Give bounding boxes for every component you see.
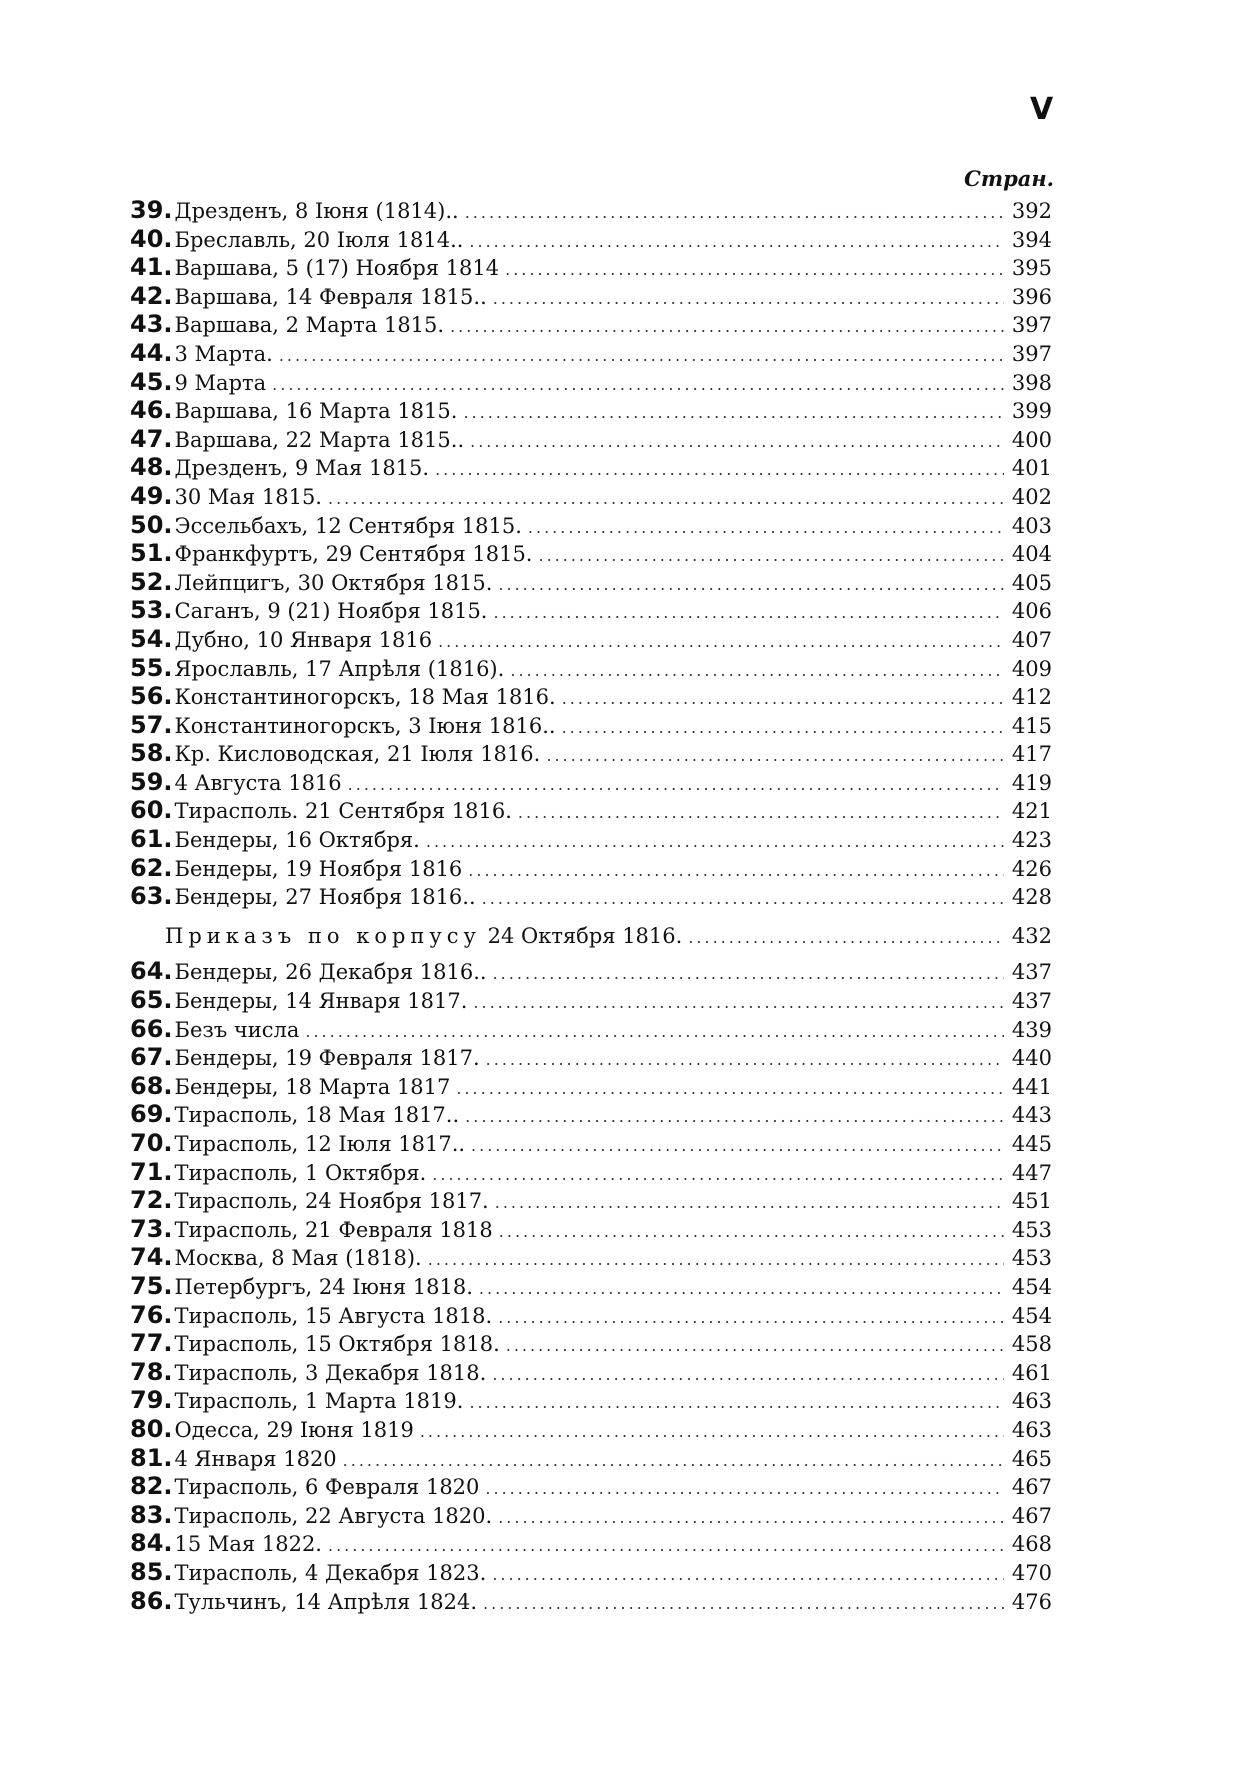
toc-entry-number: 68. — [130, 1071, 173, 1100]
toc-entry — [130, 1043, 1052, 1072]
dot-leader — [486, 1046, 1004, 1075]
toc-entry — [130, 282, 1052, 311]
dot-leader — [469, 1389, 1004, 1418]
toc-entry-title: Варшава, 2 Марта 1815. — [174, 313, 445, 338]
toc-entry-title: Бреславль, 20 Іюля 1814.. — [174, 227, 464, 252]
toc-entry-number: 58. — [130, 739, 173, 768]
dot-leader — [495, 1189, 1004, 1218]
toc-entry — [130, 1215, 1052, 1244]
toc-entry-number: 82. — [130, 1472, 173, 1501]
dot-leader — [470, 428, 1004, 457]
toc-entry — [130, 625, 1052, 654]
dot-leader — [510, 657, 1004, 686]
toc-entry-number: 71. — [130, 1157, 173, 1186]
toc-entry-page: 417 — [1011, 742, 1052, 767]
toc-entry — [130, 1158, 1052, 1187]
toc-entry-number: 61. — [130, 825, 173, 854]
toc-entry-page: 396 — [1011, 284, 1052, 309]
dot-leader — [688, 924, 1004, 953]
dot-leader — [468, 857, 1004, 886]
toc-entry — [130, 568, 1052, 597]
dot-leader — [492, 1561, 1004, 1590]
toc-entry-page: 403 — [1011, 513, 1052, 538]
dot-leader — [546, 742, 1004, 771]
toc-entry-title: Ярославль, 17 Апрѣля (1816). — [174, 656, 505, 681]
dot-leader — [465, 1103, 1004, 1132]
dot-leader — [498, 1304, 1004, 1333]
toc-entry-title: Дрезденъ, 8 Іюня (1814).. — [174, 199, 459, 223]
toc-entry-title: Бендеры, 27 Ноября 1816.. — [174, 885, 476, 910]
toc-entry-number: 80. — [130, 1414, 173, 1443]
toc-entry-number: 56. — [130, 682, 173, 711]
dot-leader — [494, 599, 1005, 628]
dot-leader — [479, 1275, 1004, 1304]
toc-entry — [130, 1444, 1052, 1473]
toc-entry-number: 72. — [130, 1186, 173, 1215]
toc-entry — [130, 482, 1052, 511]
toc-entry-title: Тирасполь, 3 Декабря 1818. — [174, 1360, 487, 1385]
toc-entry-page: 441 — [1011, 1074, 1052, 1099]
toc-entry — [130, 1129, 1052, 1158]
toc-entry-number: 42. — [130, 281, 173, 310]
toc-entry — [130, 711, 1052, 740]
toc-entry-page: 440 — [1011, 1046, 1052, 1071]
toc-entry-number: 63. — [130, 882, 173, 911]
toc-entry — [130, 1015, 1052, 1044]
dot-leader — [328, 485, 1004, 514]
toc-entry-page: 426 — [1011, 856, 1052, 881]
toc-entry-page: 467 — [1011, 1475, 1052, 1500]
toc-entry-page: 439 — [1011, 1017, 1052, 1042]
toc-entry-number: 79. — [130, 1386, 173, 1415]
toc-entry-title: Тирасполь, 15 Октября 1818. — [174, 1332, 500, 1357]
toc-entry-title: Бендеры, 18 Марта 1817 — [174, 1074, 451, 1099]
toc-entry — [130, 957, 1052, 986]
toc-entry-title: Варшава, 14 Февраля 1815.. — [174, 284, 487, 309]
toc-entry-number: 50. — [130, 510, 173, 539]
toc-entry-number: 59. — [130, 767, 173, 796]
dot-leader — [450, 313, 1004, 342]
toc-entry-title: Тирасполь, 22 Августа 1820. — [174, 1503, 493, 1528]
dot-leader — [426, 828, 1004, 857]
toc-entry-page: 437 — [1011, 989, 1052, 1014]
toc-entry-title: 4 Августа 1816 — [174, 770, 342, 795]
toc-entry-page: 404 — [1011, 542, 1052, 567]
toc-entry-title: Тирасполь, 18 Мая 1817.. — [174, 1103, 460, 1128]
toc-entry-page: 397 — [1011, 341, 1052, 366]
dot-leader — [483, 1590, 1004, 1619]
dot-leader — [498, 1504, 1004, 1533]
toc-entry-title: Тирасполь, 24 Ноября 1817. — [174, 1189, 489, 1214]
toc-entry — [130, 1243, 1052, 1272]
toc-entry — [130, 539, 1052, 568]
toc-entry-page: 454 — [1011, 1303, 1052, 1328]
page-column-label: Стран. — [964, 166, 1054, 191]
toc-entry-title: Тирасполь, 4 Декабря 1823. — [174, 1560, 487, 1585]
toc-entry-page: 419 — [1011, 770, 1052, 795]
toc-entry-title: Тирасполь, 6 Февраля 1820 — [174, 1475, 480, 1500]
toc-entry-page: 453 — [1011, 1246, 1052, 1271]
dot-leader — [420, 1418, 1004, 1447]
toc-entry-page: 453 — [1011, 1217, 1052, 1242]
toc-entry-page: 421 — [1011, 799, 1052, 824]
toc-entry-title: Константиногорскъ, 18 Мая 1816. — [174, 685, 556, 710]
toc-entry-page: 437 — [1011, 960, 1052, 985]
dot-leader — [272, 371, 1004, 400]
toc-entry-title: Одесса, 29 Іюня 1819 — [174, 1417, 414, 1442]
dot-leader — [469, 228, 1004, 257]
toc-entry-number: 53. — [130, 596, 173, 625]
toc-entry — [130, 1072, 1052, 1101]
dot-leader — [562, 714, 1004, 743]
toc-entry — [130, 511, 1052, 540]
toc-entry-page: 397 — [1011, 313, 1052, 338]
toc-entry-number: 47. — [130, 424, 173, 453]
toc-entry — [130, 253, 1052, 282]
table-of-contents — [130, 196, 1052, 1615]
toc-entry-number: 52. — [130, 567, 173, 596]
toc-entry-page: 447 — [1011, 1160, 1052, 1185]
toc-entry — [130, 1329, 1052, 1358]
toc-entry-number: 45. — [130, 367, 173, 396]
toc-entry-number: 54. — [130, 624, 173, 653]
toc-entry-page: 412 — [1011, 685, 1052, 710]
toc-entry-page: 465 — [1011, 1446, 1052, 1471]
toc-entry-page: 406 — [1011, 599, 1052, 624]
toc-entry-page: 400 — [1011, 427, 1052, 452]
toc-entry-page: 461 — [1011, 1360, 1052, 1385]
toc-entry — [130, 739, 1052, 768]
dot-leader — [518, 799, 1004, 828]
dot-leader — [493, 960, 1004, 989]
toc-entry-title: 3 Марта. — [174, 341, 273, 366]
toc-entry-number: 85. — [130, 1557, 173, 1586]
toc-entry-number: 86. — [130, 1586, 173, 1615]
toc-entry-title: Бендеры, 19 Ноября 1816 — [174, 856, 463, 881]
toc-entry-title: Константиногорскъ, 3 Іюня 1816.. — [174, 713, 556, 738]
toc-entry — [130, 596, 1052, 625]
toc-list-after-order — [130, 957, 1052, 1615]
dot-leader — [562, 685, 1004, 714]
dot-leader — [493, 285, 1004, 314]
toc-entry — [130, 882, 1052, 911]
toc-entry-number: 39. — [130, 196, 173, 224]
toc-entry-number: 65. — [130, 986, 173, 1015]
toc-entry-page: 458 — [1011, 1332, 1052, 1357]
toc-entry-title: Приказъ по корпусу 24 Октября 1816. — [165, 923, 683, 948]
toc-entry — [130, 1472, 1052, 1501]
toc-entry-number: 46. — [130, 396, 173, 425]
toc-entry-title: Москва, 8 Мая (1818). — [174, 1246, 422, 1271]
toc-entry-number: 70. — [130, 1129, 173, 1157]
toc-entry-title: Варшава, 5 (17) Ноября 1814 — [174, 256, 500, 281]
dot-leader — [456, 1075, 1004, 1104]
toc-entry-title: Саганъ, 9 (21) Ноября 1815. — [174, 599, 488, 624]
toc-entry — [130, 825, 1052, 854]
dot-leader — [279, 342, 1004, 371]
toc-entry-title: Петербургъ, 24 Іюня 1818. — [174, 1274, 473, 1299]
dot-leader — [485, 1475, 1004, 1504]
toc-entry-number: 75. — [130, 1271, 173, 1300]
toc-order-entry — [130, 922, 1052, 951]
toc-entry-title: Бендеры, 26 Декабря 1816.. — [174, 960, 487, 985]
toc-entry — [130, 1558, 1052, 1587]
toc-entry-title: 15 Мая 1822. — [174, 1532, 322, 1557]
toc-entry-number: 76. — [130, 1300, 173, 1329]
dot-leader — [435, 456, 1004, 485]
toc-entry-page: 395 — [1011, 256, 1052, 281]
toc-entry-page: 423 — [1011, 828, 1052, 853]
toc-entry-number: 64. — [130, 957, 173, 986]
toc-entry-title: Тирасполь, 1 Марта 1819. — [174, 1389, 464, 1414]
toc-entry-page: 432 — [1011, 923, 1052, 948]
dot-leader — [473, 989, 1004, 1018]
dot-leader — [492, 1361, 1004, 1390]
toc-entry — [130, 654, 1052, 683]
toc-entry — [130, 196, 1052, 225]
toc-list-before-order — [130, 196, 1052, 911]
toc-entry — [130, 768, 1052, 797]
toc-entry-page: 454 — [1011, 1274, 1052, 1299]
toc-entry-number: 78. — [130, 1357, 173, 1386]
dot-leader — [343, 1447, 1004, 1476]
toc-entry — [130, 986, 1052, 1015]
toc-entry-page: 401 — [1011, 456, 1052, 481]
toc-entry-number: 67. — [130, 1043, 173, 1072]
toc-entry — [130, 854, 1052, 883]
toc-entry — [130, 368, 1052, 397]
toc-entry-title: Дубно, 10 Января 1816 — [174, 627, 433, 652]
toc-entry — [130, 453, 1052, 482]
toc-entry-number: 40. — [130, 224, 173, 253]
toc-entry-title: Тирасполь, 12 Іюля 1817.. — [174, 1132, 466, 1156]
toc-entry-title: Безъ числа — [174, 1017, 300, 1042]
toc-entry-page: 443 — [1011, 1103, 1052, 1128]
toc-entry-number: 77. — [130, 1329, 173, 1358]
toc-entry-number: 84. — [130, 1529, 173, 1558]
dot-leader — [506, 1332, 1004, 1361]
toc-entry-title: 4 Января 1820 — [174, 1446, 337, 1471]
toc-entry — [130, 1587, 1052, 1616]
toc-entry-page: 415 — [1011, 713, 1052, 738]
toc-entry-title: Кр. Кисловодская, 21 Іюля 1816. — [174, 742, 541, 767]
toc-entry-page: 399 — [1011, 399, 1052, 424]
toc-entry-number: 51. — [130, 539, 173, 568]
toc-entry-number: 69. — [130, 1100, 173, 1129]
toc-entry-title: Тирасполь. 21 Сентября 1816. — [174, 799, 512, 824]
toc-entry-title: Лейпцигъ, 30 Октября 1815. — [174, 570, 493, 595]
dot-leader — [348, 771, 1004, 800]
toc-entry — [130, 396, 1052, 425]
dot-leader — [305, 1018, 1004, 1047]
toc-entry-title: Дрезденъ, 9 Мая 1815. — [174, 456, 430, 481]
dot-leader — [471, 1132, 1004, 1161]
toc-entry-number: 73. — [130, 1214, 173, 1243]
toc-entry-title: Тирасполь, 21 Февраля 1818 — [174, 1217, 493, 1242]
toc-entry — [130, 339, 1052, 368]
dot-leader — [463, 399, 1004, 428]
toc-entry-number: 66. — [130, 1014, 173, 1043]
dot-leader — [528, 514, 1004, 543]
toc-entry-page: 468 — [1011, 1532, 1052, 1557]
dot-leader — [498, 571, 1004, 600]
toc-entry-number: 41. — [130, 253, 173, 282]
toc-entry-page: 407 — [1011, 627, 1052, 652]
toc-entry-page: 463 — [1011, 1389, 1052, 1414]
toc-entry-page: 467 — [1011, 1503, 1052, 1528]
dot-leader — [328, 1532, 1004, 1561]
toc-entry-page: 470 — [1011, 1560, 1052, 1585]
toc-entry-number: 60. — [130, 796, 173, 825]
toc-entry-page: 445 — [1011, 1132, 1052, 1156]
toc-entry — [130, 310, 1052, 339]
toc-entry — [130, 1272, 1052, 1301]
toc-entry-title: Франкфуртъ, 29 Сентября 1815. — [174, 542, 533, 567]
toc-entry-number: 43. — [130, 310, 173, 339]
toc-entry-title: Тульчинъ, 14 Апрѣля 1824. — [174, 1589, 478, 1614]
toc-entry-page: 402 — [1011, 484, 1052, 509]
toc-entry-page: 394 — [1011, 227, 1052, 252]
page-numeral: V — [1030, 92, 1054, 127]
toc-entry-title: Варшава, 22 Марта 1815.. — [174, 427, 465, 452]
toc-entry-title: Эссельбахъ, 12 Сентября 1815. — [174, 513, 522, 538]
toc-entry-number: 55. — [130, 653, 173, 682]
dot-leader — [428, 1246, 1004, 1275]
toc-entry-page: 409 — [1011, 656, 1052, 681]
toc-entry-page: 392 — [1011, 199, 1052, 223]
toc-entry-number: 44. — [130, 338, 173, 367]
toc-entry — [130, 1386, 1052, 1415]
toc-entry-page: 463 — [1011, 1417, 1052, 1442]
toc-entry — [130, 1529, 1052, 1558]
toc-entry — [130, 225, 1052, 254]
dot-leader — [465, 199, 1004, 228]
toc-entry — [130, 682, 1052, 711]
toc-entry-page: 398 — [1011, 370, 1052, 395]
toc-entry-page: 428 — [1011, 885, 1052, 910]
toc-entry — [130, 1100, 1052, 1129]
toc-entry-number: 83. — [130, 1500, 173, 1529]
toc-entry-number: 57. — [130, 710, 173, 739]
dot-leader — [538, 542, 1004, 571]
toc-entry — [130, 1358, 1052, 1387]
toc-entry — [130, 425, 1052, 454]
dot-leader — [438, 628, 1004, 657]
toc-entry-number: 62. — [130, 853, 173, 882]
toc-entry-title: Тирасполь, 15 Августа 1818. — [174, 1303, 493, 1328]
toc-entry-title: 30 Мая 1815. — [174, 484, 322, 509]
toc-entry-title: Варшава, 16 Марта 1815. — [174, 399, 458, 424]
dot-leader — [499, 1218, 1004, 1247]
toc-entry — [130, 796, 1052, 825]
toc-entry-title: Бендеры, 19 Февраля 1817. — [174, 1046, 480, 1071]
toc-entry-title: 9 Марта — [174, 370, 267, 395]
toc-entry-number: 49. — [130, 481, 173, 510]
toc-entry-page: 476 — [1011, 1589, 1052, 1614]
dot-leader — [432, 1161, 1004, 1190]
toc-entry-title: Бендеры, 14 Января 1817. — [174, 989, 468, 1014]
toc-entry-page: 451 — [1011, 1189, 1052, 1214]
toc-entry — [130, 1501, 1052, 1530]
toc-entry-title: Бендеры, 16 Октября. — [174, 828, 420, 853]
toc-entry-title: Тирасполь, 1 Октября. — [174, 1160, 427, 1185]
toc-entry-page: 405 — [1011, 570, 1052, 595]
toc-entry — [130, 1301, 1052, 1330]
toc-entry-number: 81. — [130, 1443, 173, 1472]
toc-entry — [130, 1186, 1052, 1215]
toc-entry-number: 48. — [130, 453, 173, 482]
toc-entry-number: 74. — [130, 1243, 173, 1272]
dot-leader — [505, 256, 1004, 285]
toc-entry — [130, 1415, 1052, 1444]
dot-leader — [482, 885, 1004, 914]
